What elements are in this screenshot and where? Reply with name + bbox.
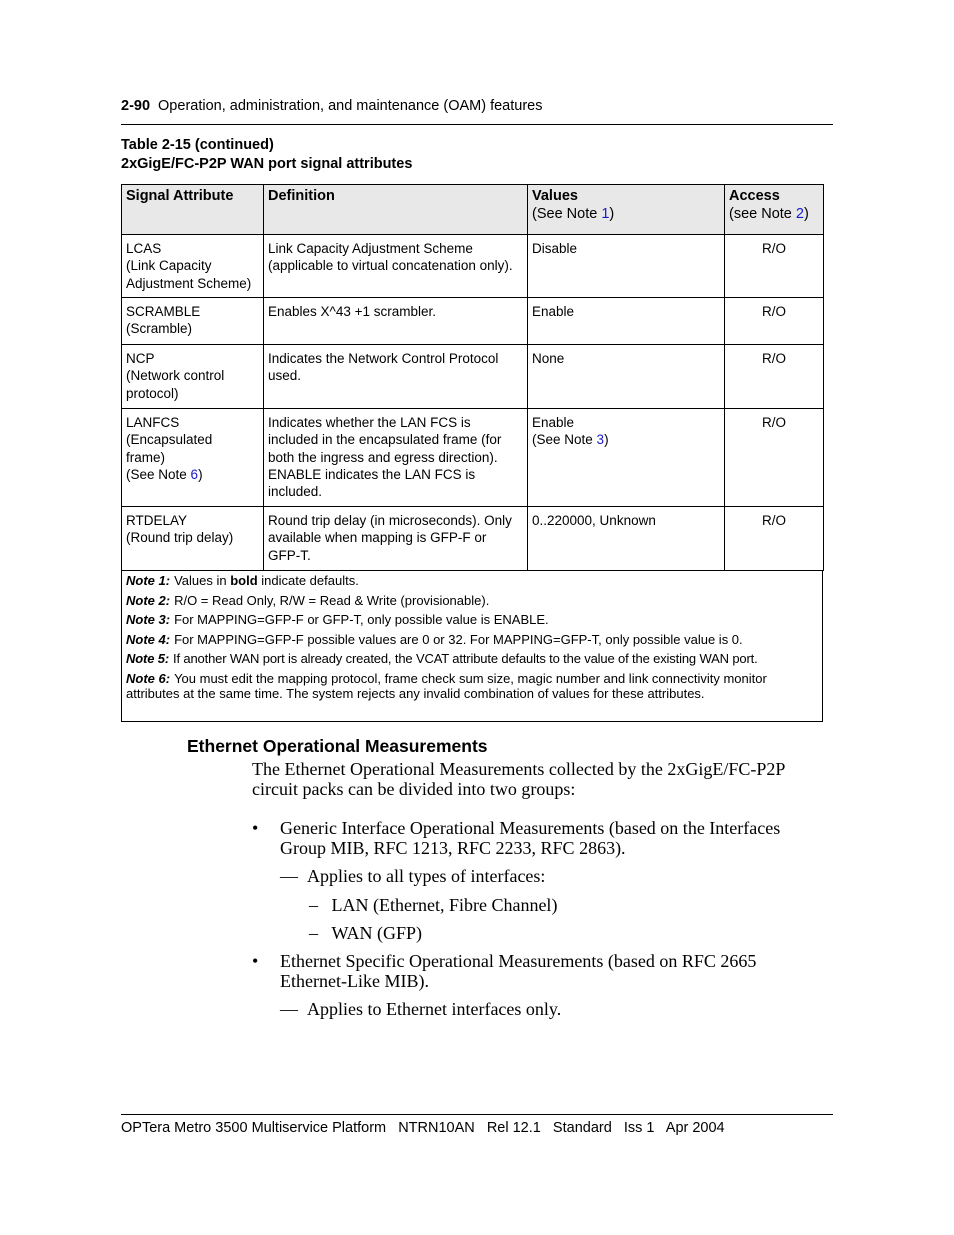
table-header-row xyxy=(122,185,824,235)
note-6: Note 6: You must edit the mapping protocol, frame check sum size, magic number and link connectivity monitor attributes at the same time. The system rejects any invalid combination of values for these attributes. xyxy=(126,670,767,701)
note-1-link[interactable]: 1 xyxy=(601,206,610,222)
footer-rule xyxy=(121,1114,833,1115)
cell-access: R/O xyxy=(725,507,824,571)
cell-attribute: NCP (Network control protocol) xyxy=(122,345,264,409)
cell-value: Disable xyxy=(528,235,725,298)
table-caption-line2: 2xGigE/FC-P2P WAN port signal attributes xyxy=(121,156,413,172)
table-row-scramble xyxy=(122,298,824,345)
note-3-link[interactable]: 3 xyxy=(596,432,605,448)
header-definition: Definition xyxy=(264,185,528,235)
signal-attributes-table xyxy=(121,184,824,571)
note-4: Note 4: For MAPPING=GFP-F possible values are 0 or 32. For MAPPING=GFP-T, only possible value is 0. xyxy=(126,631,743,647)
sub-sub-bullet-wan: – WAN (GFP) xyxy=(309,923,423,943)
bullet-ethernet-specific: • Ethernet Specific Operational Measurements (based on RFC 2665 Ethernet-Like MIB). xyxy=(252,951,757,991)
table-row-ncp xyxy=(122,345,824,409)
cell-attribute: LCAS (Link Capacity Adjustment Scheme) xyxy=(122,235,264,298)
sub-sub-bullet-lan: – LAN (Ethernet, Fibre Channel) xyxy=(309,895,558,915)
table-caption xyxy=(121,136,412,174)
note-3: Note 3: For MAPPING=GFP-F or GFP-T, only possible value is ENABLE. xyxy=(126,612,549,627)
note-6-link[interactable]: 6 xyxy=(190,466,199,482)
cell-definition: Indicates whether the LAN FCS is included in the encapsulated frame (for both the ingress and egress direction). ENABLE indicates the LAN FCS is included. xyxy=(264,409,528,507)
running-header xyxy=(121,98,833,114)
note-2: Note 2: R/O = Read Only, R/W = Read & Write (provisionable). xyxy=(126,592,490,608)
cell-definition: Enables X^43 +1 scrambler. xyxy=(264,298,528,345)
table-row-lanfcs xyxy=(122,409,824,507)
cell-value: None xyxy=(528,345,725,409)
cell-value: Enable xyxy=(528,298,725,345)
table-row-lcas xyxy=(122,235,824,298)
cell-value: Enable (See Note 3) xyxy=(528,409,725,507)
cell-access: R/O xyxy=(725,298,824,345)
table-caption-line1: Table 2-15 (continued) xyxy=(121,137,274,153)
cell-definition: Indicates the Network Control Protocol used. xyxy=(264,345,528,409)
note-2-link[interactable]: 2 xyxy=(795,206,804,222)
header-access: Access (see Note 2) xyxy=(725,185,824,235)
header-title: Operation, administration, and maintenance (OAM) features xyxy=(158,98,543,114)
cell-access: R/O xyxy=(725,345,824,409)
cell-definition: Round trip delay (in microseconds). Only available when mapping is GFP-F or GFP-T. xyxy=(264,507,528,571)
cell-access: R/O xyxy=(725,409,824,507)
cell-attribute: LANFCS (Encapsulated frame) (See Note 6) xyxy=(122,409,264,507)
section-intro: The Ethernet Operational Measurements collected by the 2xGigE/FC-P2P circuit packs can be divided into two groups: xyxy=(252,759,785,799)
cell-attribute: SCRAMBLE (Scramble) xyxy=(122,298,264,345)
footer-text: OPTera Metro 3500 Multiservice Platform NTRN10AN Rel 12.1 Standard Iss 1 Apr 2004 xyxy=(121,1120,725,1136)
table-row-rtdelay xyxy=(122,507,824,571)
note-1: Note 1: Values in bold indicate defaults. xyxy=(126,573,359,588)
cell-value: 0..220000, Unknown xyxy=(528,507,725,571)
cell-attribute: RTDELAY (Round trip delay) xyxy=(122,507,264,571)
page-number: 2-90 xyxy=(121,98,151,114)
sub-bullet-all-interfaces: — Applies to all types of interfaces: xyxy=(280,866,546,886)
header-rule xyxy=(121,124,833,125)
section-heading: Ethernet Operational Measurements xyxy=(187,736,488,756)
table-notes xyxy=(121,570,823,722)
header-signal-attribute: Signal Attribute xyxy=(122,185,264,235)
sub-bullet-ethernet-only: — Applies to Ethernet interfaces only. xyxy=(280,999,562,1019)
note-5: Note 5: If another WAN port is already created, the VCAT attribute defaults to the value of the existing WAN port. xyxy=(126,651,758,666)
cell-access: R/O xyxy=(725,235,824,298)
cell-definition: Link Capacity Adjustment Scheme (applicable to virtual concatenation only). xyxy=(264,235,528,298)
header-values: Values (See Note 1) xyxy=(528,185,725,235)
bullet-generic: • Generic Interface Operational Measurements (based on the Interfaces Group MIB, RFC 1213, RFC 2233, RFC 2863). xyxy=(252,818,781,858)
